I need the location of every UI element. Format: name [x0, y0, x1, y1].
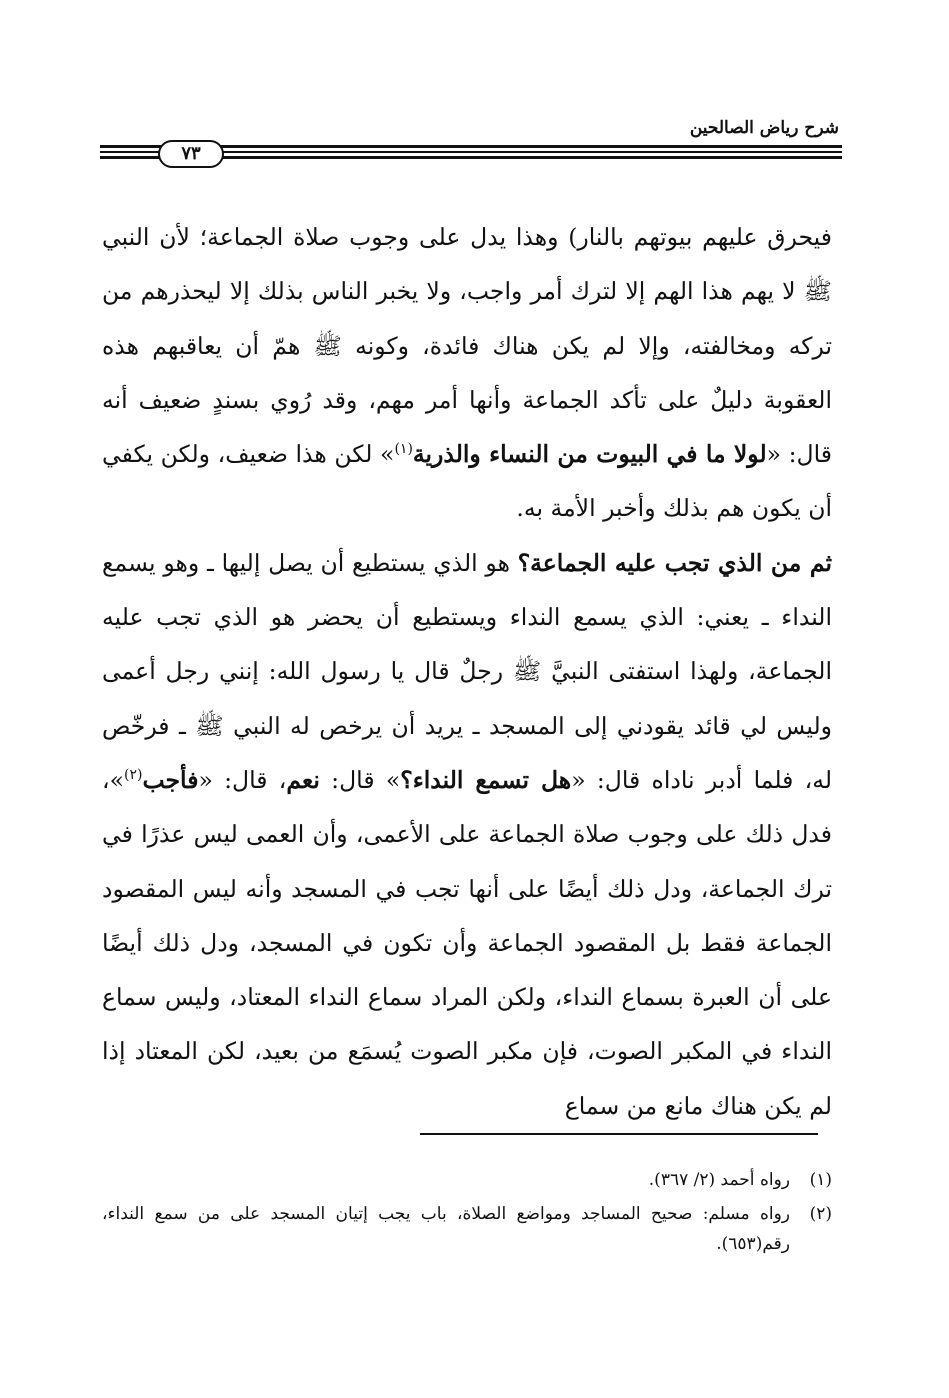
footnote-separator	[420, 1133, 818, 1135]
footnote-ref-1[interactable]: (١)	[394, 441, 413, 458]
footnote-text: رواه أحمد (٢/ ٣٦٧).	[648, 1170, 790, 1190]
page-number: ٧٣	[158, 140, 224, 168]
footnote-marker: (١)	[809, 1170, 832, 1190]
hadith-quote: لولا ما في البيوت من النساء والذرية	[412, 440, 767, 469]
hadith-quote: هل تسمع النداء؟	[400, 765, 572, 794]
text-run: ، قال: «	[198, 765, 287, 794]
header-rule	[100, 140, 842, 166]
footnote-marker: (٢)	[809, 1204, 832, 1224]
paragraph-1	[102, 210, 832, 536]
running-title: شرح رياض الصالحين	[689, 118, 839, 138]
text-run: » قال:	[319, 765, 401, 794]
footnote-1	[102, 1165, 832, 1195]
hadith-quote: فأجب	[142, 765, 199, 794]
footnote-ref-2[interactable]: (٢)	[123, 767, 143, 784]
text-run: هو الذي يستطيع أن يصل إليها ـ وهو يسمع النداء ـ يعني: الذي يسمع النداء ويستطيع أن يحضر هو الذي تجب عليه الجماعة، ولهذا استفتى النبيَّ ﷺ رجلٌ قال يا رسول الله: إنني رجل أعمى وليس لي قائد يقودني إلى المسجد ـ يريد أن يرخص له النبي ﷺ ـ فرخّص له، فلما أدبر ناداه قال: «	[102, 548, 832, 794]
footnotes	[102, 1165, 832, 1263]
paragraph-2	[102, 536, 832, 1133]
section-question: ثم من الذي تجب عليه الجماعة؟	[517, 548, 832, 577]
text-run: »، فدل ذلك على وجوب صلاة الجماعة على الأعمى، وأن العمى ليس عذرًا في ترك الجماعة، ودل ذلك أيضًا على أنها تجب في المسجد وأنه ليس المقصود الجماعة فقط بل المقصود الجماعة وأن تكون في المسجد، ودل ذلك أيضًا على أن العبرة بسماع النداء، ولكن المراد سماع النداء المعتاد، وليس سماع النداء في المكبر الصوت، فإن مكبر الصوت يُسمَع من بعيد، لكن المعتاد إذا لم يكن هناك مانع من سماع	[102, 765, 832, 1120]
main-text	[102, 210, 832, 1133]
footnote-2	[102, 1199, 832, 1259]
footnote-text: رواه مسلم: صحيح المساجد ومواضع الصلاة، باب يجب إتيان المسجد على من سمع النداء، رقم(٦٥٣).	[102, 1204, 790, 1254]
text-run: » لكن هذا ضعيف، ولكن يكفي أن يكون هم بذلك وأخبر الأمة به.	[102, 440, 832, 523]
answer-text: نعم	[286, 765, 320, 794]
text-run: فيحرق عليهم بيوتهم بالنار) وهذا يدل على وجوب صلاة الجماعة؛ لأن النبي ﷺ لا يهم هذا الهم إلا لترك أمر واجب، ولا يخبر الناس بذلك إلا ليحذرهم من تركه ومخالفته، وإلا لم يكن هناك فائدة، وكونه ﷺ همّ أن يعاقبهم هذه العقوبة دليلٌ على تأكد الجماعة وأنها أمر مهم، وقد رُوي بسندٍ ضعيف أنه قال: «	[102, 223, 832, 469]
